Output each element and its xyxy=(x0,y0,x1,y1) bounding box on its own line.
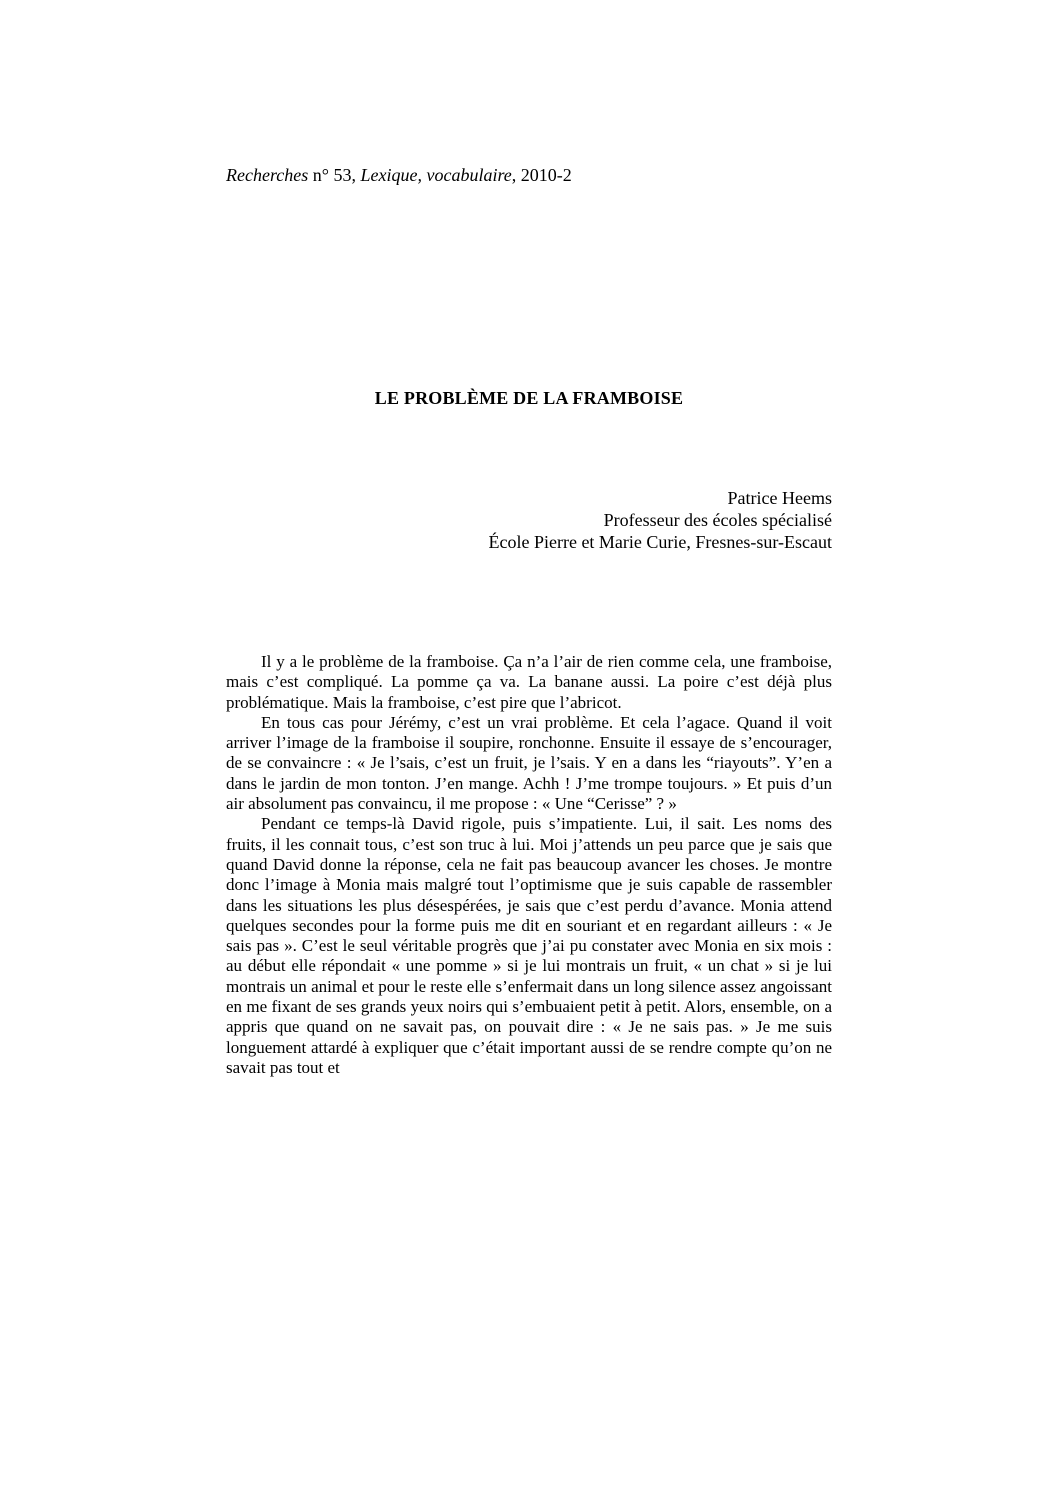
issue-number: n° 53, xyxy=(308,165,361,185)
author-name: Patrice Heems xyxy=(727,488,832,508)
article-title: LE PROBLÈME DE LA FRAMBOISE xyxy=(374,388,684,408)
author-role: Professeur des écoles spécialisé xyxy=(603,510,832,530)
article-body xyxy=(226,652,832,1078)
author-affiliation: École Pierre et Marie Curie, Fresnes-sur-Escaut xyxy=(488,532,832,552)
paragraph: En tous cas pour Jérémy, c’est un vrai problème. Et cela l’agace. Quand il voit arriver l’image de la framboise il soupire, ronchonne. Ensuite il essaye de s’encourager, de se convaincre : « Je l’sais, c’est un fruit, je l’sais. Y en a dans les “riayouts”. Y’en a dans le jardin de mon tonton. J’en mange. Achh ! J’me trompe toujours. » Et puis d’un air absolument pas convaincu, il me propose : « Une “Cerisse” ? » xyxy=(226,712,832,814)
paragraph: Pendant ce temps-là David rigole, puis s’impatiente. Lui, il sait. Les noms des fruits, il les connait tous, c’est son truc à lui. Moi j’attends un peu parce que je sais que quand David donne la réponse, cela ne fait pas beaucoup avancer les choses. Je montre donc l’image à Monia mais malgré tout l’optimisme que je suis capable de rassembler dans les situations les plus désespérées, je sais que c’est perdu d’avance. Monia attend quelques secondes pour la forme puis me dit en souriant et en regardant ailleurs : « Je sais pas ». C’est le seul véritable progrès que j’ai pu constater avec Monia en six mois : au début elle répondait « une pomme » si je lui montrais un fruit, « un chat » si je lui montrais un animal et pour le reste elle s’enfermait dans un long silence assez angoissant en me fixant de ses grands yeux noirs qui s’embuaient petit à petit. Alors, ensemble, on a appris que quand on ne savait pas, on pouvait dire : « Je ne sais pas. » Je me suis longuement attardé à expliquer que c’était important aussi de se rendre compte qu’on ne savait pas tout et xyxy=(226,814,832,1077)
journal-name: Recherches xyxy=(226,165,309,185)
paragraph: Il y a le problème de la framboise. Ça n’a l’air de rien comme cela, une framboise, mais c’est compliqué. La pomme ça va. La banane aussi. La poire c’est déjà plus problématique. Mais la framboise, c’est pire que l’abricot. xyxy=(226,652,832,712)
author-block xyxy=(488,487,832,553)
issue-theme: Lexique, vocabulaire xyxy=(360,165,512,185)
running-header xyxy=(226,164,572,186)
issue-year: , 2010-2 xyxy=(511,165,572,185)
